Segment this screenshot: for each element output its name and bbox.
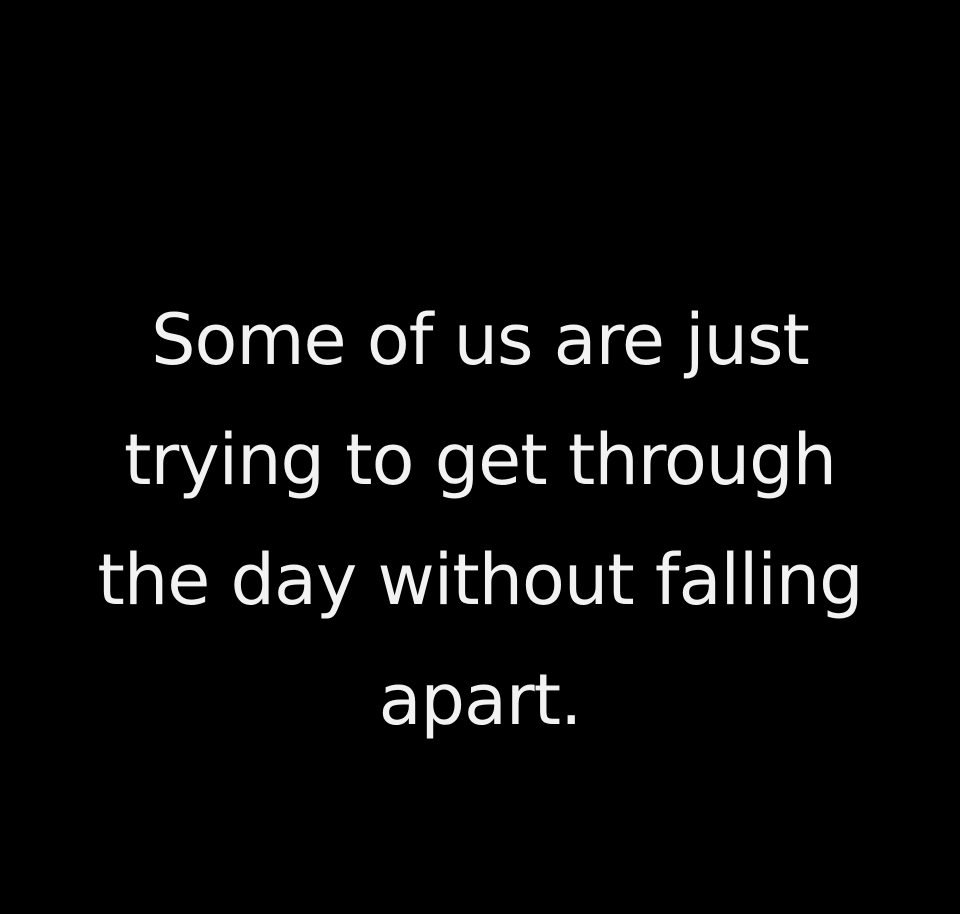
quote-text — [0, 280, 960, 760]
quote-line-1: Some of us are just — [151, 299, 809, 381]
quote-line-2: trying to get through — [124, 419, 836, 501]
quote-line-4: apart. — [378, 659, 582, 741]
quote-line-3: the day without falling — [97, 539, 863, 621]
